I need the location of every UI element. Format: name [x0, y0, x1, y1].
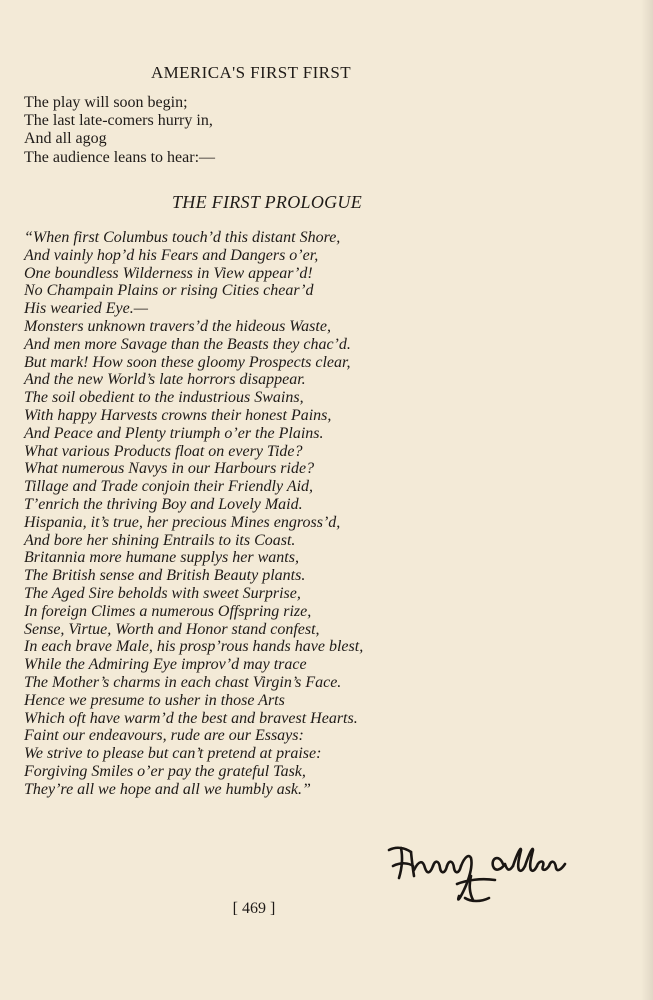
poem-line: Tillage and Trade conjoin their Friendly Aid,	[24, 478, 314, 496]
poem-line: In foreign Climes a numerous Offspring rize,	[24, 602, 312, 620]
poem-line: In each brave Male, his prosp’rous hands have blest,	[24, 638, 364, 656]
poem-line: No Champain Plains or rising Cities chear’d	[24, 282, 314, 300]
page-number: [ 469 ]	[232, 900, 276, 917]
poem-line: One boundless Wilderness in View appear’d!	[24, 264, 313, 282]
poem-line: Hence we presume to usher in those Arts	[24, 691, 285, 709]
intro-line: The play will soon begin;	[24, 94, 188, 111]
poem-line: His wearied Eye.—	[24, 300, 148, 318]
poem-line: Faint our endeavours, rude are our Essays:	[24, 727, 304, 745]
intro-line: The audience leans to hear:—	[24, 148, 216, 166]
poem-line: But mark! How soon these gloomy Prospects clear,	[24, 353, 351, 371]
page-title: AMERICA'S FIRST FIRST	[150, 63, 352, 82]
intro-stanza	[24, 94, 215, 167]
poem-line: The soil obedient to the industrious Swains,	[24, 389, 304, 407]
poem-line: Which oft have warm’d the best and bravest Hearts.	[24, 709, 358, 727]
section-title: THE FIRST PROLOGUE	[171, 192, 363, 212]
handwritten-signature	[383, 836, 575, 908]
intro-line: The last late-comers hurry in,	[24, 112, 213, 130]
intro-line: And all agog	[24, 130, 107, 148]
poem-line: T’enrich the thriving Boy and Lovely Maid.	[24, 495, 303, 513]
poem-line: We strive to please but can’t pretend at praise:	[24, 745, 322, 763]
poem-line: What numerous Navys in our Harbours ride?	[24, 460, 315, 478]
poem-line: And Peace and Plenty triumph o’er the Plains.	[24, 424, 324, 442]
poem-line: They’re all we hope and all we humbly ask.”	[24, 780, 311, 798]
poem-line: Monsters unknown travers’d the hideous Waste,	[24, 317, 331, 335]
prologue-poem	[24, 229, 363, 799]
poem-line: With happy Harvests crowns their honest Pains,	[24, 406, 332, 424]
poem-line: The British sense and British Beauty plants.	[24, 567, 306, 585]
poem-line: What various Products float on every Tide?	[24, 442, 303, 460]
poem-line: The Mother’s charms in each chast Virgin’s Face.	[24, 673, 342, 691]
poem-line: Britannia more humane supplys her wants,	[24, 549, 299, 567]
poem-line: And bore her shining Entrails to its Coast.	[24, 531, 296, 549]
poem-line: Forgiving Smiles o’er pay the grateful Task,	[24, 762, 306, 780]
poem-line: And men more Savage than the Beasts they chac’d.	[24, 335, 351, 353]
poem-line: And vainly hop’d his Fears and Dangers o’er,	[24, 246, 319, 264]
poem-line: Hispania, it’s true, her precious Mines engross’d,	[24, 513, 341, 531]
poem-line: The Aged Sire beholds with sweet Surprise,	[24, 584, 301, 602]
poem-line: “When first Columbus touch’d this distant Shore,	[24, 229, 341, 246]
poem-line: And the new World’s late horrors disappear.	[24, 371, 306, 389]
poem-line: Sense, Virtue, Worth and Honor stand confest,	[24, 620, 320, 638]
page-edge-shadow	[641, 0, 653, 1000]
poem-line: While the Admiring Eye improv’d may trace	[24, 656, 307, 674]
